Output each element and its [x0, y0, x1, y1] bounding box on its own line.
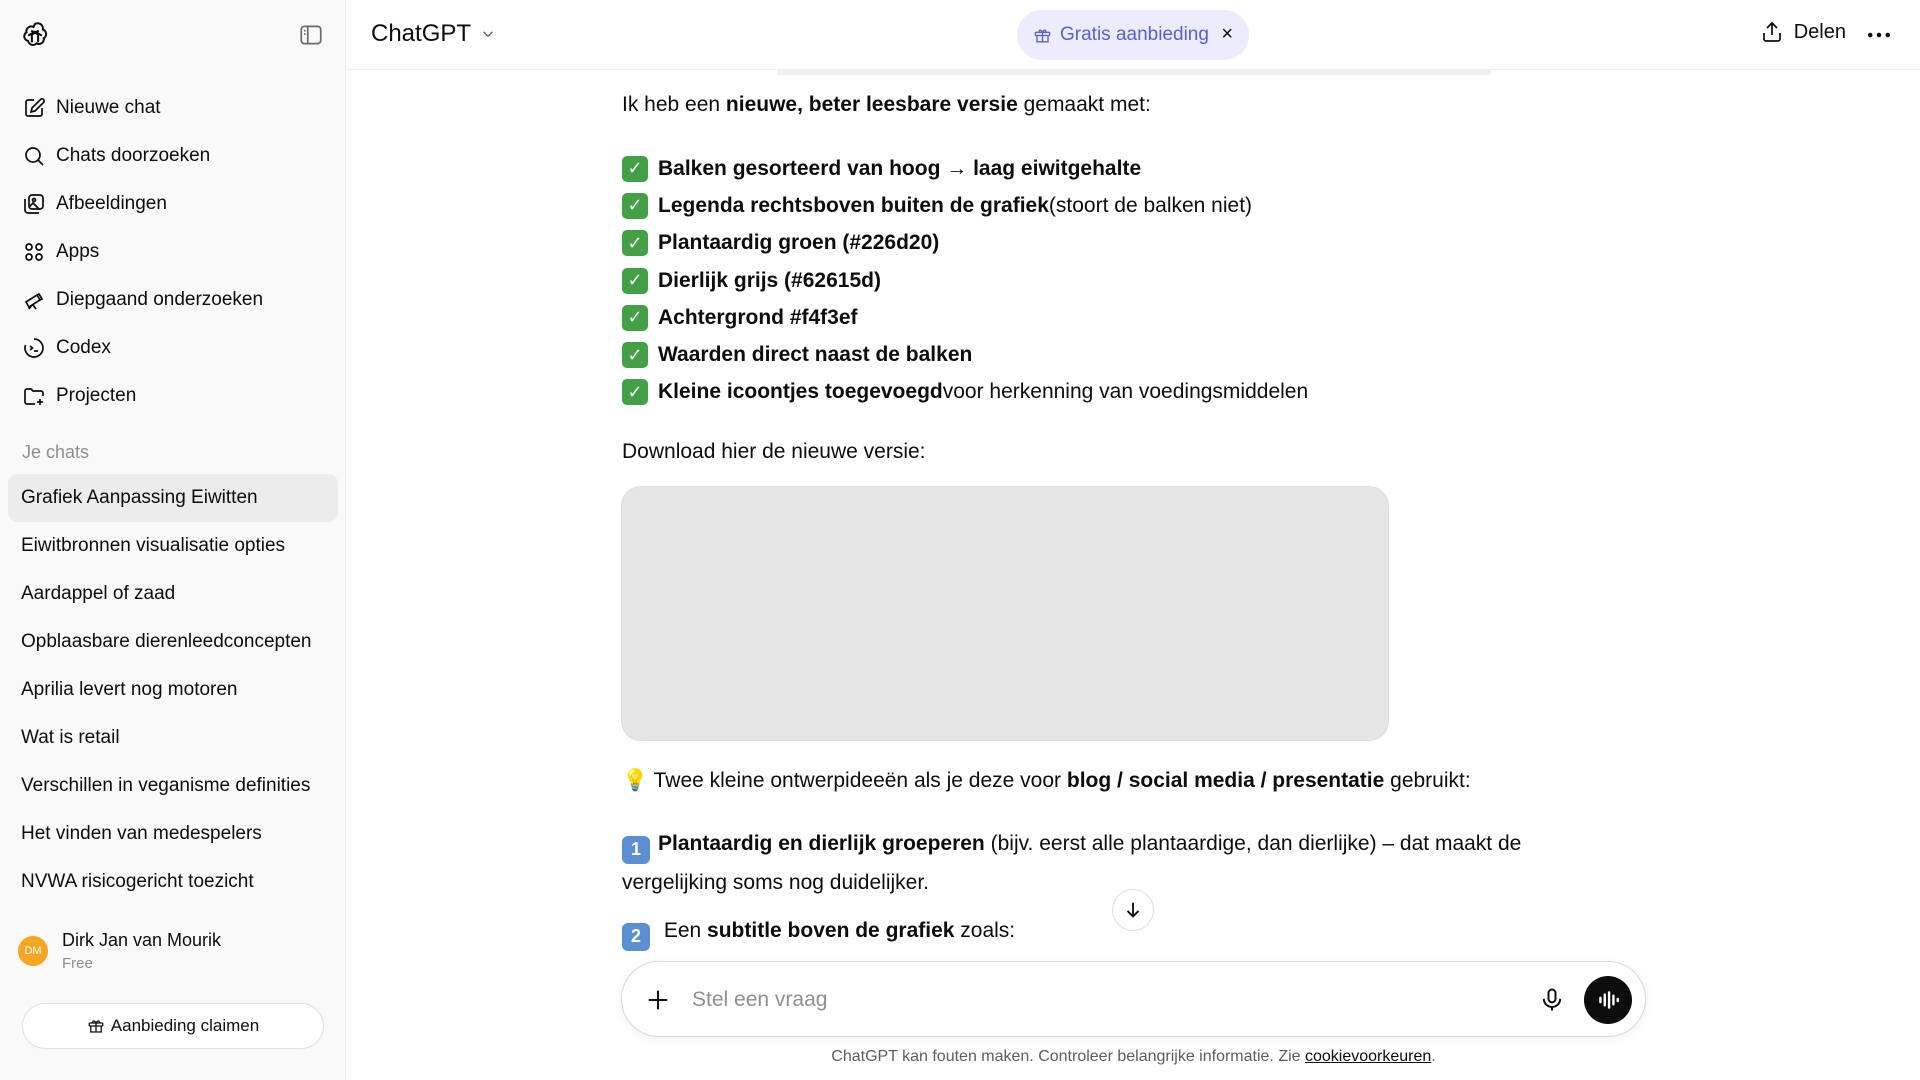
- arrow-down-icon: [1122, 899, 1144, 921]
- check-bold: Balken gesorteerd van hoog → laag eiwitgehalte: [658, 156, 1142, 180]
- idea1-text-line2: vergelijking soms nog duidelijker.: [622, 870, 929, 894]
- user-plan: Free: [62, 955, 93, 972]
- codex-icon: [22, 336, 46, 360]
- sidebar: [0, 0, 346, 1080]
- chat-item[interactable]: Het vinden van medespelers: [21, 823, 262, 844]
- check-bold: Plantaardig groen (#226d20): [658, 231, 940, 255]
- previous-content-edge: [777, 70, 1491, 75]
- check-bold: Kleine icoontjes toegevoegd: [658, 380, 943, 404]
- keycap-one-icon: 1: [622, 836, 650, 864]
- nav-label: Afbeeldingen: [56, 193, 167, 214]
- chat-item[interactable]: Eiwitbronnen visualisatie opties: [21, 535, 286, 556]
- chat-item[interactable]: Aardappel of zaad: [21, 583, 176, 604]
- idea2-text: Een: [658, 919, 708, 942]
- chats-section-label: Je chats: [22, 442, 90, 462]
- idea1-bold: Plantaardig en dierlijk groeperen: [658, 832, 985, 855]
- checkmark-icon: ✓: [622, 230, 648, 256]
- free-offer-banner[interactable]: [1017, 10, 1249, 60]
- nav-label: Chats doorzoeken: [56, 145, 211, 166]
- nav-images[interactable]: [8, 180, 338, 228]
- intro-text-end: gemaakt met:: [1017, 93, 1151, 116]
- model-selector[interactable]: [371, 20, 497, 48]
- check-bold: Waarden direct naast de balken: [658, 343, 973, 367]
- check-item: [622, 187, 1308, 224]
- chat-history-list: [8, 474, 338, 906]
- claim-offer-button[interactable]: [22, 1003, 324, 1049]
- gift-icon: [1033, 26, 1052, 45]
- chat-item[interactable]: Opblaasbare dierenleedconcepten: [21, 631, 312, 652]
- apps-icon: [22, 240, 46, 264]
- sidebar-nav: [8, 84, 338, 420]
- model-name: ChatGPT: [371, 20, 472, 47]
- nav-codex[interactable]: [8, 324, 338, 372]
- checkmark-icon: ✓: [622, 193, 648, 219]
- share-label: Delen: [1793, 20, 1846, 43]
- check-bold: Achtergrond #f4f3ef: [658, 305, 858, 329]
- message-intro: [622, 93, 1151, 117]
- user-profile[interactable]: [18, 930, 221, 972]
- checkmark-icon: ✓: [622, 342, 648, 368]
- chat-item-active[interactable]: Grafiek Aanpassing Eiwitten: [8, 474, 338, 522]
- idea1-text: (bijv. eerst alle plantaardige, dan dierlijke) – dat maakt de: [984, 832, 1522, 855]
- check-item: [622, 150, 1308, 187]
- check-bold: Legenda rechtsboven buiten de grafiek: [658, 193, 1049, 217]
- folder-icon: [22, 384, 46, 408]
- idea2-text-end: zoals:: [954, 919, 1016, 942]
- chat-item[interactable]: NVWA risicogericht toezicht: [21, 871, 254, 892]
- close-icon[interactable]: ×: [1221, 23, 1233, 45]
- nav-deep-research[interactable]: [8, 276, 338, 324]
- nav-label: Codex: [56, 337, 111, 358]
- checkmark-icon: ✓: [622, 379, 648, 405]
- scroll-down-button[interactable]: [1112, 889, 1154, 931]
- offer-label: Gratis aanbieding: [1060, 24, 1209, 45]
- tip-bold: blog / social media / presentatie: [1066, 769, 1385, 792]
- chat-item[interactable]: Aprilia levert nog motoren: [21, 679, 238, 700]
- user-name: Dirk Jan van Mourik: [62, 930, 222, 950]
- chat-item[interactable]: Wat is retail: [21, 727, 120, 748]
- check-rest: voor herkenning van voedingsmiddelen: [942, 380, 1309, 404]
- edit-icon: [22, 96, 46, 120]
- feature-checklist: [622, 150, 1308, 411]
- check-item: [622, 336, 1308, 373]
- share-icon: [1760, 20, 1784, 44]
- sidebar-toggle-icon[interactable]: [298, 22, 324, 48]
- keycap-two-icon: 2: [622, 923, 650, 951]
- share-button[interactable]: [1760, 20, 1846, 44]
- disclaimer: [0, 1048, 1920, 1066]
- download-text: Download hier de nieuwe versie:: [622, 440, 926, 463]
- checkmark-icon: ✓: [622, 268, 648, 294]
- prompt-input[interactable]: [692, 982, 1492, 1018]
- search-icon: [22, 144, 46, 168]
- avatar: DM: [18, 936, 48, 966]
- check-rest: (stoort de balken niet): [1048, 193, 1253, 217]
- tip-line: [622, 769, 1471, 793]
- top-header: [347, 0, 1920, 70]
- check-bold: Dierlijk grijs (#62615d): [658, 268, 881, 292]
- idea-2: [622, 919, 1015, 951]
- telescope-icon: [22, 288, 46, 312]
- check-item: [622, 374, 1308, 411]
- lightbulb-icon: 💡: [622, 769, 649, 792]
- tip-text: Twee kleine ontwerpideeën als je deze voor: [648, 769, 1067, 792]
- nav-label: Diepgaand onderzoeken: [56, 289, 264, 310]
- more-options-icon[interactable]: [1864, 20, 1894, 50]
- idea-1: [622, 825, 1572, 901]
- nav-projects[interactable]: [8, 372, 338, 420]
- disclaimer-end: .: [1431, 1048, 1436, 1065]
- generated-image-placeholder[interactable]: [621, 486, 1389, 741]
- gift-icon: [87, 1017, 105, 1035]
- sidebar-header: [0, 0, 345, 70]
- chevron-down-icon: [479, 25, 497, 43]
- nav-label: Apps: [56, 241, 100, 262]
- check-item: [622, 262, 1308, 299]
- checkmark-icon: ✓: [622, 156, 648, 182]
- nav-label: Projecten: [56, 385, 137, 406]
- check-item: [622, 299, 1308, 336]
- microphone-icon[interactable]: [1538, 986, 1566, 1014]
- nav-new-chat[interactable]: [8, 84, 338, 132]
- images-icon: [22, 192, 46, 216]
- message-composer: [621, 961, 1646, 1037]
- disclaimer-text: ChatGPT kan fouten maken. Controleer belangrijke informatie. Zie: [831, 1048, 1305, 1065]
- nav-apps[interactable]: [8, 228, 338, 276]
- plus-icon[interactable]: [644, 986, 672, 1014]
- tip-text-end: gebruikt:: [1384, 769, 1471, 792]
- waveform-icon: [1595, 987, 1621, 1013]
- voice-mode-button[interactable]: [1584, 976, 1632, 1024]
- chat-item[interactable]: Verschillen in veganisme definities: [21, 775, 311, 796]
- intro-bold: nieuwe, beter leesbare versie: [725, 93, 1018, 116]
- check-item: [622, 225, 1308, 262]
- intro-text: Ik heb een: [622, 93, 726, 116]
- nav-label: Nieuwe chat: [56, 97, 161, 118]
- claim-offer-label: Aanbieding claimen: [110, 1016, 260, 1035]
- nav-search-chats[interactable]: [8, 132, 338, 180]
- idea2-bold: subtitle boven de grafiek: [707, 919, 955, 942]
- cookie-preferences-link[interactable]: cookievoorkeuren: [1304, 1048, 1432, 1065]
- openai-logo-icon[interactable]: [20, 20, 50, 50]
- checkmark-icon: ✓: [622, 305, 648, 331]
